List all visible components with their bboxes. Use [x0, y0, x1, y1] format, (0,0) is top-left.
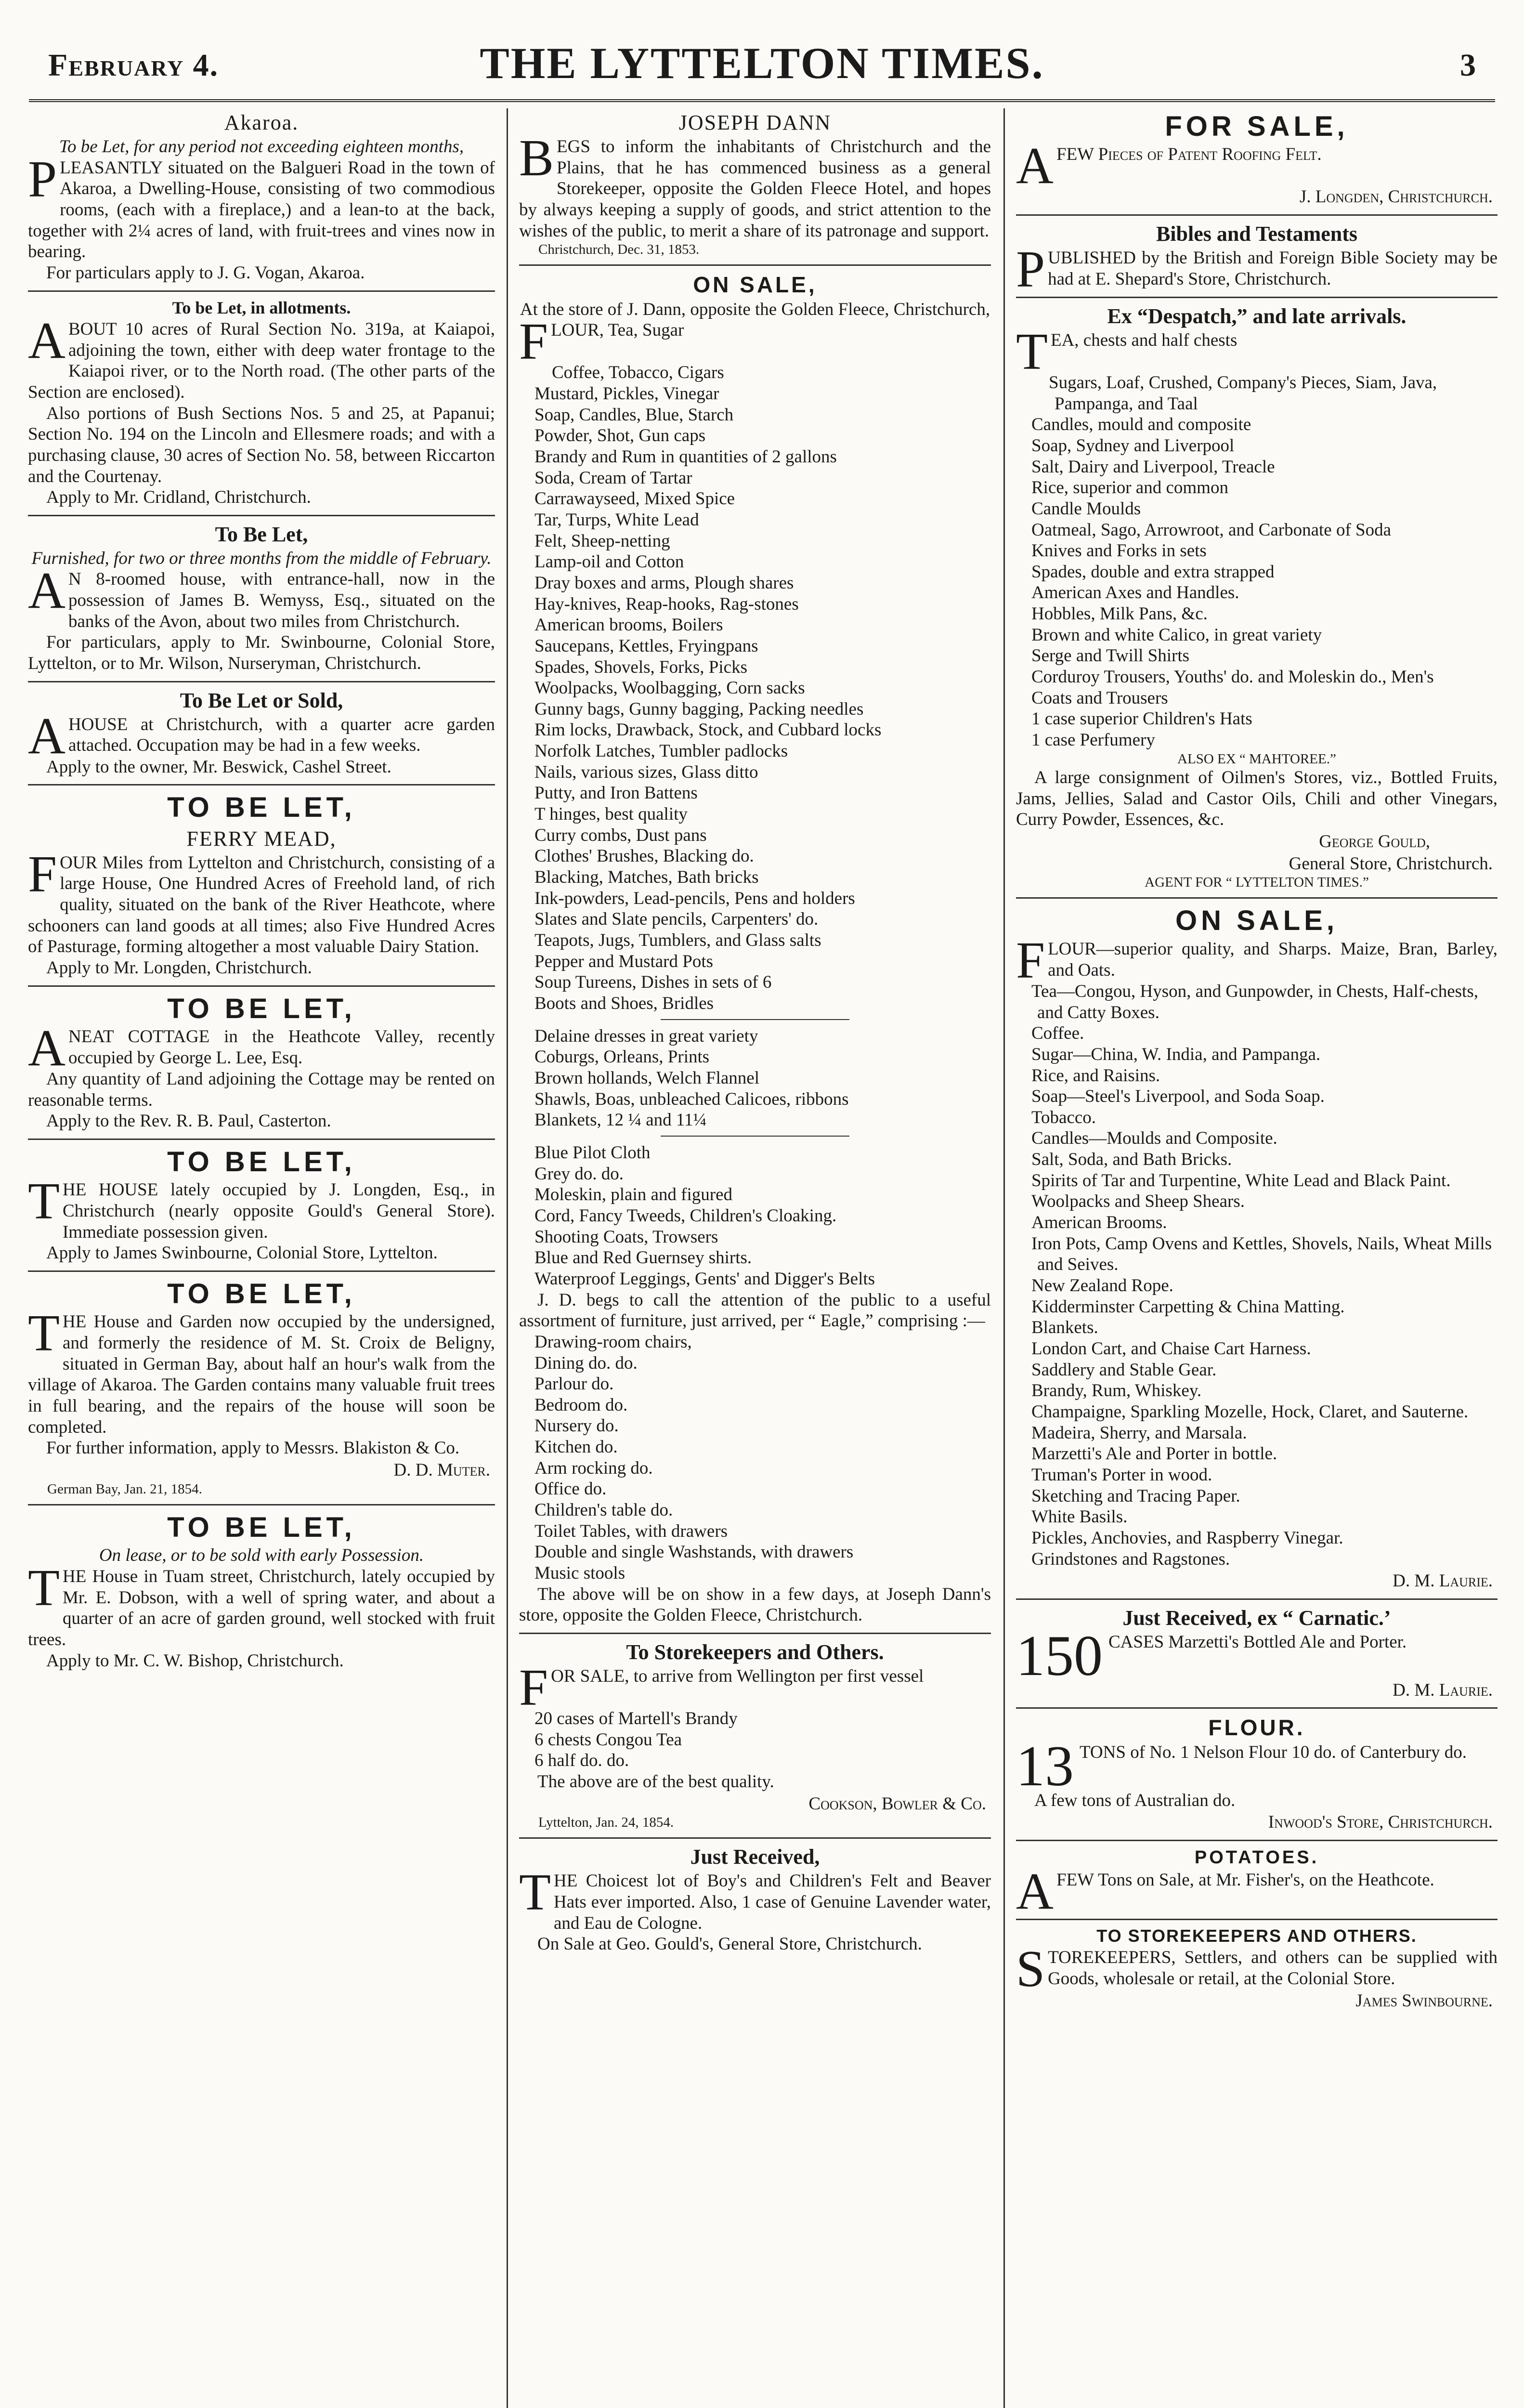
list-item: Tea—Congou, Hyson, and Gunpowder, in Chests, Half-chests, and Catty Boxes.: [1031, 981, 1478, 1022]
ad-signature: J. Longden, Christchurch.: [1299, 187, 1493, 207]
list-item: Kitchen do.: [534, 1437, 618, 1457]
ad-contact: Apply to Mr. Cridland, Christchurch.: [46, 487, 311, 508]
list-item: Coffee, Tobacco, Cigars: [552, 363, 724, 383]
masthead: [29, 34, 1495, 92]
list-item: Serge and Twill Shirts: [1031, 646, 1190, 666]
list-item: Madeira, Sherry, and Marsala.: [1031, 1423, 1247, 1443]
drop-cap: P: [1016, 241, 1045, 298]
column-3: [1016, 108, 1498, 2408]
ad-subheading: FERRY MEAD,: [186, 826, 337, 851]
ad-cottage: [28, 993, 495, 1132]
ad-contact: Apply to Mr. C. W. Bishop, Christchurch.: [46, 1650, 344, 1671]
ad-heading: To be Let, in allotments.: [172, 298, 351, 317]
list-item: Saucepans, Kettles, Fryingpans: [534, 636, 758, 656]
list-item: 20 cases of Martell's Brandy: [534, 1708, 738, 1728]
ad-intro: At the store of J. Dann, opposite the Golden Fleece, Christchurch,: [520, 299, 990, 319]
ad-body: N 8-roomed house, with entrance-hall, now in the possession of James B. Wemyss, Esq., situated on the banks of the Avon, about two miles from Christchurch.: [68, 569, 495, 631]
ad-body: A large consignment of Oilmen's Stores, viz., Bottled Fruits, Jams, Jellies, Salad and Castor Oils, Chili and other Vinegars, Curry Powder, Essences, &c.: [1016, 767, 1498, 830]
ad-storekeepers: [519, 1640, 991, 1831]
list-item: Corduroy Trousers, Youths' do. and Moleskin do., Men's: [1031, 667, 1434, 687]
list-item: Pepper and Mustard Pots: [534, 951, 713, 971]
list-item: Soap, Candles, Blue, Starch: [534, 405, 734, 425]
ad-heading: ON SALE,: [693, 272, 817, 298]
list-item: Iron Pots, Camp Ovens and Kettles, Shovels, Nails, Wheat Mills and Seives.: [1031, 1233, 1492, 1275]
ad-subheading: On lease, or to be sold with early Possession.: [99, 1545, 424, 1566]
drop-cap: A: [28, 707, 65, 765]
ad-heading: JOSEPH DANN: [678, 111, 832, 134]
ad-heading: To Storekeepers and Others.: [626, 1640, 884, 1664]
newspaper-title: THE LYTTELTON TIMES.: [480, 39, 1044, 88]
list-item: Salt, Dairy and Liverpool, Treacle: [1031, 457, 1275, 477]
column-2: [519, 108, 991, 2408]
column-divider: [507, 108, 508, 2408]
divider: [519, 1837, 991, 1839]
list-item: Boots and Shoes, Bridles: [534, 994, 714, 1014]
ad-bibles: [1016, 222, 1498, 298]
ad-house: [28, 1146, 495, 1264]
ad-signature: Inwood's Store, Christchurch.: [1268, 1812, 1493, 1832]
ad-body-2: Also portions of Bush Sections Nos. 5 and 25, at Papanui; Section No. 194 on the Lincoln and Ellesmere roads; and with a purchasing clause, 30 acres of Section No. 58, between Riccarton and the Courtenay.: [28, 403, 495, 486]
ad-heading: TO BE LET,: [167, 1278, 356, 1310]
list-item: Office do.: [534, 1479, 607, 1499]
ad-heading: Akaroa.: [224, 111, 299, 134]
ad-first-line: LOUR, Tea, Sugar: [551, 320, 684, 340]
list-item: Sketching and Tracing Paper.: [1031, 1486, 1240, 1506]
divider: [519, 1633, 991, 1634]
ad-signature: Cookson, Bowler & Co.: [808, 1793, 986, 1814]
list-item: Slates and Slate pencils, Carpenters' do.: [534, 909, 819, 929]
ad-signature: D. M. Laurie.: [1393, 1571, 1493, 1591]
list-item: Coats and Trousers: [1031, 688, 1168, 708]
list-item: Music stools: [534, 1563, 625, 1584]
list-item: Cord, Fancy Tweeds, Children's Cloaking.: [534, 1205, 837, 1226]
list-item: 6 chests Congou Tea: [534, 1729, 682, 1750]
ad-signature: George Gould,: [1319, 831, 1430, 851]
ad-signature: D. M. Laurie.: [1393, 1680, 1493, 1700]
list-item: Mustard, Pickles, Vinegar: [534, 383, 719, 404]
ad-contact: For particulars, apply to Mr. Swinbourne, Colonial Store, Lyttelton, or to Mr. Wilson, Nurseryman, Christchurch.: [28, 632, 495, 674]
list-item: Tobacco.: [1031, 1107, 1096, 1127]
list-item: Coburgs, Orleans, Prints: [534, 1047, 710, 1067]
drop-cap: A: [1016, 137, 1054, 195]
list-item: Felt, Sheep-netting: [534, 531, 670, 551]
list-item: 1 case superior Children's Hats: [1031, 709, 1252, 729]
ad-allotments: [28, 298, 495, 508]
list-item: Brandy, Rum, Whiskey.: [1031, 1381, 1202, 1401]
list-item: White Basils.: [1031, 1507, 1128, 1527]
list-item: Spades, double and extra strapped: [1031, 562, 1275, 582]
divider: [28, 1270, 495, 1272]
drop-cap: T: [28, 1173, 60, 1230]
ad-contact: Apply to the owner, Mr. Beswick, Cashel Street.: [46, 757, 391, 777]
list-item: Drawing-room chairs,: [534, 1332, 692, 1352]
list-item: American brooms, Boilers: [534, 615, 723, 635]
list-item: Norfolk Latches, Tumbler padlocks: [534, 741, 788, 761]
drop-cap: A: [28, 1020, 65, 1077]
list-item: Woolpacks, Woolbagging, Corn sacks: [534, 678, 805, 698]
ad-dateline: Lyttelton, Jan. 24, 1854.: [538, 1815, 674, 1831]
ad-joseph-dann: [519, 110, 991, 258]
ad-carnatic: [1016, 1606, 1498, 1701]
ad-heading: POTATOES.: [1194, 1847, 1319, 1868]
divider: [1016, 1598, 1498, 1600]
divider: [28, 985, 495, 987]
list-item: Soap, Sydney and Liverpool: [1031, 435, 1235, 456]
goods-list: [1016, 372, 1498, 751]
list-item: American Brooms.: [1031, 1213, 1167, 1233]
list-item: Rice, superior and common: [1031, 478, 1228, 498]
ad-let-or-sold: [28, 688, 495, 778]
also-heading: ALSO EX “ MAHTOREE.”: [1177, 751, 1336, 767]
divider: [28, 1139, 495, 1140]
list-item: London Cart, and Chaise Cart Harness.: [1031, 1339, 1311, 1359]
divider: [1016, 897, 1498, 899]
ad-body-2: For further information, apply to Messrs. Blakiston & Co.: [46, 1438, 460, 1458]
ad-on-sale-dann: [519, 272, 991, 1626]
list-item: Kidderminster Carpetting & China Matting.: [1031, 1296, 1345, 1317]
drop-cap: T: [1016, 323, 1048, 380]
furniture-list: [519, 1332, 991, 1584]
ad-dateline: Christchurch, Dec. 31, 1853.: [538, 242, 700, 258]
ad-subheading: Furnished, for two or three months from the middle of February.: [31, 548, 492, 568]
ad-tuam: [28, 1511, 495, 1671]
drop-cap: T: [519, 1864, 551, 1922]
list-item: Curry combs, Dust pans: [534, 825, 707, 845]
list-item: Blankets, 12 ¼ and 11¼: [534, 1110, 707, 1130]
ad-heading: TO BE LET,: [167, 993, 356, 1024]
ad-heading: To Be Let,: [215, 522, 308, 546]
ad-body: BOUT 10 acres of Rural Section No. 319a, at Kaiapoi, adjoining the town, either with deep water frontage to the Kaiapoi river, or to the North road. (The other parts of the Section are enclosed).: [28, 319, 495, 402]
ad-signature-2: General Store, Christchurch.: [1289, 853, 1493, 874]
ad-despatch: [1016, 304, 1498, 890]
ad-on-sale-laurie: [1016, 904, 1498, 1591]
ad-closing: The above will be on show in a few days, at Joseph Dann's store, opposite the Golden Fleece, Christchurch.: [519, 1584, 991, 1625]
ad-heading: ON SALE,: [1175, 905, 1338, 937]
ad-body: HE House in Tuam street, Christchurch, lately occupied by Mr. E. Dobson, with a well of spring water, and about a quarter of an acre of garden ground, well stocked with fruit trees.: [28, 1567, 495, 1649]
list-item: Brown and white Calico, in great variety: [1031, 625, 1322, 645]
ad-subheading: To be Let, for any period not exceeding eighteen months,: [59, 136, 464, 157]
issue-date: February 4.: [48, 48, 219, 83]
goods-list: [1016, 981, 1498, 1570]
list-item: Lamp-oil and Cotton: [534, 552, 684, 572]
drop-cap: F: [519, 1659, 548, 1716]
drop-cap: P: [28, 150, 57, 208]
divider: [28, 681, 495, 682]
ad-body: HE House and Garden now occupied by the undersigned, and formerly the residence of M. St. Croix de Beligny, situated in German Bay, about half an hour's walk from the village of Akaroa. The Garden contains many valuable fruit trees in full bearing, and the repairs of the house will soon be completed.: [28, 1312, 495, 1437]
ad-garden: [28, 1278, 495, 1497]
ad-body: FEW Tons on Sale, at Mr. Fisher's, on the Heathcote.: [1056, 1870, 1434, 1890]
divider: [1016, 1707, 1498, 1709]
ad-body: HOUSE at Christchurch, with a quarter acre garden attached. Occupation may be had in a few weeks.: [68, 714, 495, 756]
list-item: Spades, Shovels, Forks, Picks: [534, 657, 747, 677]
column-1: [28, 108, 495, 2408]
ad-heading: To Be Let or Sold,: [180, 688, 343, 712]
quantity-figure: 13: [1016, 1733, 1074, 1798]
divider: [28, 784, 495, 785]
list-item: T hinges, best quality: [534, 804, 688, 824]
drop-cap: T: [28, 1305, 60, 1362]
list-item: Blue and Red Guernsey shirts.: [534, 1248, 752, 1268]
list-item: Rice, and Raisins.: [1031, 1065, 1160, 1086]
list-item: Rim locks, Drawback, Stock, and Cubbard locks: [534, 720, 882, 740]
ad-signature: D. D. Muter.: [393, 1460, 490, 1480]
drop-cap: F: [1016, 931, 1045, 989]
list-item: Grey do. do.: [534, 1164, 624, 1184]
list-item: Sugars, Loaf, Crushed, Company's Pieces, Siam, Java, Pampanga, and Taal: [1049, 372, 1437, 414]
drop-cap: B: [519, 129, 554, 187]
divider: [1016, 297, 1498, 298]
list-item: Blankets.: [1031, 1318, 1098, 1338]
ad-body: CASES Marzetti's Bottled Ale and Porter.: [1108, 1632, 1407, 1652]
masthead-rule: [29, 99, 1495, 105]
ad-body: OUR Miles from Lyttelton and Christchurch, consisting of a large House, One Hundred Acres of Freehold land, of rich quality, situated on the bank of the River Heathcote, where schooners can land goods at all times; also Five Hundred Acres of Pasturage, forming altogether a most valuable Dairy Station.: [28, 852, 495, 957]
list-item: Teapots, Jugs, Tumblers, and Glass salts: [534, 930, 821, 951]
list-item: Hobbles, Milk Pans, &c.: [1031, 604, 1208, 624]
drop-cap: F: [28, 845, 57, 903]
ad-body: UBLISHED by the British and Foreign Bible Society may be had at E. Shepard's Store, Christchurch.: [1048, 248, 1498, 289]
list-item: Brandy and Rum in quantities of 2 gallons: [534, 446, 837, 467]
list-item: Powder, Shot, Gun caps: [534, 426, 706, 446]
list-item: Brown hollands, Welch Flannel: [534, 1068, 759, 1088]
list-item: Carrawayseed, Mixed Spice: [534, 489, 735, 509]
list-item: 1 case Perfumery: [1031, 730, 1155, 750]
ad-first-line: LOUR—superior quality, and Sharps. Maize, Bran, Barley, and Oats.: [1048, 939, 1498, 980]
list-item: Ink-powders, Lead-pencils, Pens and holders: [534, 888, 855, 908]
list-item: Oatmeal, Sago, Arrowroot, and Carbonate of Soda: [1031, 520, 1392, 540]
list-item: Marzetti's Ale and Porter in bottle.: [1031, 1444, 1277, 1464]
ad-storekeepers-swinbourne: [1016, 1926, 1498, 2011]
ad-body: TONS of No. 1 Nelson Flour 10 do. of Canterbury do.: [1080, 1742, 1467, 1762]
ad-heading: Ex “Despatch,” and late arrivals.: [1107, 304, 1407, 328]
column-divider: [1003, 108, 1005, 2408]
ad-heading: TO BE LET,: [167, 792, 356, 824]
page-number: 3: [1460, 48, 1476, 83]
ad-contact: Apply to Mr. Longden, Christchurch.: [46, 957, 312, 978]
drop-cap: S: [1016, 1940, 1045, 1998]
ad-body: HE Choicest lot of Boy's and Children's Felt and Beaver Hats ever imported. Also, 1 case of Genuine Lavender water, and Eau de Cologne.: [553, 1871, 991, 1933]
ad-body-2: On Sale at Geo. Gould's, General Store, Christchurch.: [537, 1934, 922, 1954]
list-item: Grindstones and Ragstones.: [1031, 1549, 1230, 1569]
drop-cap: T: [28, 1559, 60, 1617]
list-item: Candle Moulds: [1031, 498, 1141, 519]
list-item: Double and single Washstands, with drawers: [534, 1542, 854, 1562]
ad-heading: FLOUR.: [1208, 1715, 1305, 1741]
ad-heading: Bibles and Testaments: [1156, 222, 1358, 246]
ad-flour: [1016, 1714, 1498, 1833]
ad-body: EGS to inform the inhabitants of Christchurch and the Plains, that he has commenced business as a general Storekeeper, opposite the Golden Fleece Hotel, and hopes by always keeping a supply of goods, and strict attention to the wishes of the public, to merit a share of its patronage and support.: [519, 136, 991, 241]
shipment-list: [519, 1708, 991, 1771]
list-item: 6 half do. do.: [534, 1751, 629, 1771]
divider: [1016, 1840, 1498, 1841]
ad-contact: Apply to James Swinbourne, Colonial Store, Lyttelton.: [46, 1243, 438, 1263]
ad-closing: The above are of the best quality.: [537, 1771, 774, 1792]
list-item: Nails, various sizes, Glass ditto: [534, 762, 758, 782]
ad-heading: FOR SALE,: [1165, 111, 1349, 142]
ad-body: NEAT COTTAGE in the Heathcote Valley, recently occupied by George L. Lee, Esq.: [68, 1027, 495, 1068]
list-item: Truman's Porter in wood.: [1031, 1465, 1212, 1485]
divider: [1016, 1919, 1498, 1920]
list-item: Delaine dresses in great variety: [534, 1026, 758, 1046]
list-item: Candles—Moulds and Composite.: [1031, 1128, 1277, 1149]
ad-first-line: OR SALE, to arrive from Wellington per first vessel: [551, 1666, 924, 1686]
list-item: Spirits of Tar and Turpentine, White Lead and Black Paint.: [1031, 1170, 1451, 1191]
divider: [28, 1504, 495, 1505]
ad-dateline: German Bay, Jan. 21, 1854.: [47, 1481, 202, 1497]
divider: [1016, 214, 1498, 216]
list-item: Candles, mould and composite: [1031, 415, 1251, 435]
ad-potatoes: [1016, 1847, 1498, 1920]
list-item: New Zealand Rope.: [1031, 1276, 1173, 1296]
list-item: Parlour do.: [534, 1374, 614, 1394]
ad-heading: Just Received, ex “ Carnatic.’: [1122, 1606, 1391, 1630]
agent-note: AGENT FOR “ LYTTELTON TIMES.”: [1145, 875, 1369, 890]
drop-cap: A: [28, 312, 65, 369]
list-item: Sugar—China, W. India, and Pampanga.: [1031, 1044, 1321, 1064]
list-item: Bedroom do.: [534, 1395, 628, 1415]
ad-first-line: EA, chests and half chests: [1050, 330, 1237, 350]
list-item: Saddlery and Stable Gear.: [1031, 1360, 1217, 1380]
clothing-list: [519, 1142, 991, 1290]
ad-akaroa: [28, 110, 495, 284]
list-item: Coffee.: [1031, 1023, 1084, 1044]
drop-cap: A: [28, 562, 65, 620]
ad-ferry-mead: [28, 791, 495, 978]
drapery-list: [519, 1026, 991, 1131]
list-item: Children's table do.: [534, 1500, 673, 1520]
list-item: Moleskin, plain and figured: [534, 1185, 733, 1205]
list-item: Woolpacks and Sheep Shears.: [1031, 1191, 1245, 1212]
list-item: Blacking, Matches, Bath bricks: [534, 867, 759, 888]
list-item: Arm rocking do.: [534, 1458, 653, 1478]
list-item: Shooting Coats, Trowsers: [534, 1227, 718, 1247]
ad-body-2: Any quantity of Land adjoining the Cottage may be rented on reasonable terms.: [28, 1069, 495, 1110]
ad-furnished: [28, 522, 495, 674]
list-item: Blue Pilot Cloth: [534, 1142, 651, 1163]
quantity-figure: 150: [1016, 1623, 1103, 1688]
list-item: Soda, Cream of Tartar: [534, 468, 692, 488]
list-item: Soup Tureens, Dishes in sets of 6: [534, 972, 772, 993]
list-item: Hay-knives, Reap-hooks, Rag-stones: [534, 594, 799, 614]
ad-just-received: [519, 1845, 991, 1955]
ad-heading: TO BE LET,: [167, 1146, 356, 1178]
goods-list: [519, 362, 991, 1014]
ad-body: TOREKEEPERS, Settlers, and others can be supplied with Goods, wholesale or retail, at the Colonial Store.: [1048, 1948, 1498, 1989]
ad-for-sale-felt: [1016, 110, 1498, 208]
list-item: American Axes and Handles.: [1031, 583, 1239, 603]
list-item: Toilet Tables, with drawers: [534, 1521, 728, 1541]
list-item: Nursery do.: [534, 1416, 619, 1436]
drop-cap: A: [1016, 1862, 1054, 1920]
divider: [28, 290, 495, 292]
ad-heading: Just Received,: [690, 1845, 820, 1869]
ad-body: LEASANTLY situated on the Balgueri Road in the town of Akaroa, a Dwelling-House, consisting of two commodious rooms, (each with a fireplace,) and a lean-to at the back, together with 2¼ acres of land, with fruit-trees and vines now in bearing.: [28, 157, 495, 262]
divider: [28, 515, 495, 516]
divider: [661, 1136, 849, 1137]
list-item: Putty, and Iron Battens: [534, 783, 698, 803]
ad-heading: TO BE LET,: [167, 1511, 356, 1543]
drop-cap: F: [519, 313, 548, 371]
list-item: Shawls, Boas, unbleached Calicoes, ribbons: [534, 1089, 849, 1109]
list-item: Pickles, Anchovies, and Raspberry Vinegar.: [1031, 1528, 1343, 1548]
ad-contact: For particulars apply to J. G. Vogan, Akaroa.: [46, 262, 365, 283]
divider: [519, 264, 991, 266]
ad-signature: James Swinbourne.: [1355, 1990, 1493, 2011]
ad-body-2: A few tons of Australian do.: [1034, 1790, 1236, 1810]
divider: [661, 1019, 849, 1020]
list-item: Gunny bags, Gunny bagging, Packing needles: [534, 699, 864, 719]
list-item: Soap—Steel's Liverpool, and Soda Soap.: [1031, 1086, 1325, 1107]
ad-heading: TO STOREKEEPERS AND OTHERS.: [1096, 1925, 1417, 1946]
list-item: Dray boxes and arms, Plough shares: [534, 573, 794, 593]
ad-contact: Apply to the Rev. R. B. Paul, Casterton.: [46, 1111, 331, 1131]
list-item: Salt, Soda, and Bath Bricks.: [1031, 1150, 1232, 1170]
list-item: Tar, Turps, White Lead: [534, 510, 699, 530]
furniture-intro: J. D. begs to call the attention of the public to a useful assortment of furniture, just arrived, per “ Eagle,” comprising :—: [519, 1290, 991, 1331]
list-item: Knives and Forks in sets: [1031, 541, 1207, 561]
list-item: Waterproof Leggings, Gents' and Digger's Belts: [534, 1269, 875, 1289]
list-item: Champaigne, Sparkling Mozelle, Hock, Claret, and Sauterne.: [1031, 1402, 1469, 1422]
ad-body: HE HOUSE lately occupied by J. Longden, Esq., in Christchurch (nearly opposite Gould's General Store). Immediate possession given.: [62, 1180, 495, 1242]
list-item: Dining do. do.: [534, 1353, 638, 1373]
list-item: Clothes' Brushes, Blacking do.: [534, 846, 754, 866]
ad-body: FEW Pieces of Patent Roofing Felt.: [1056, 144, 1322, 165]
